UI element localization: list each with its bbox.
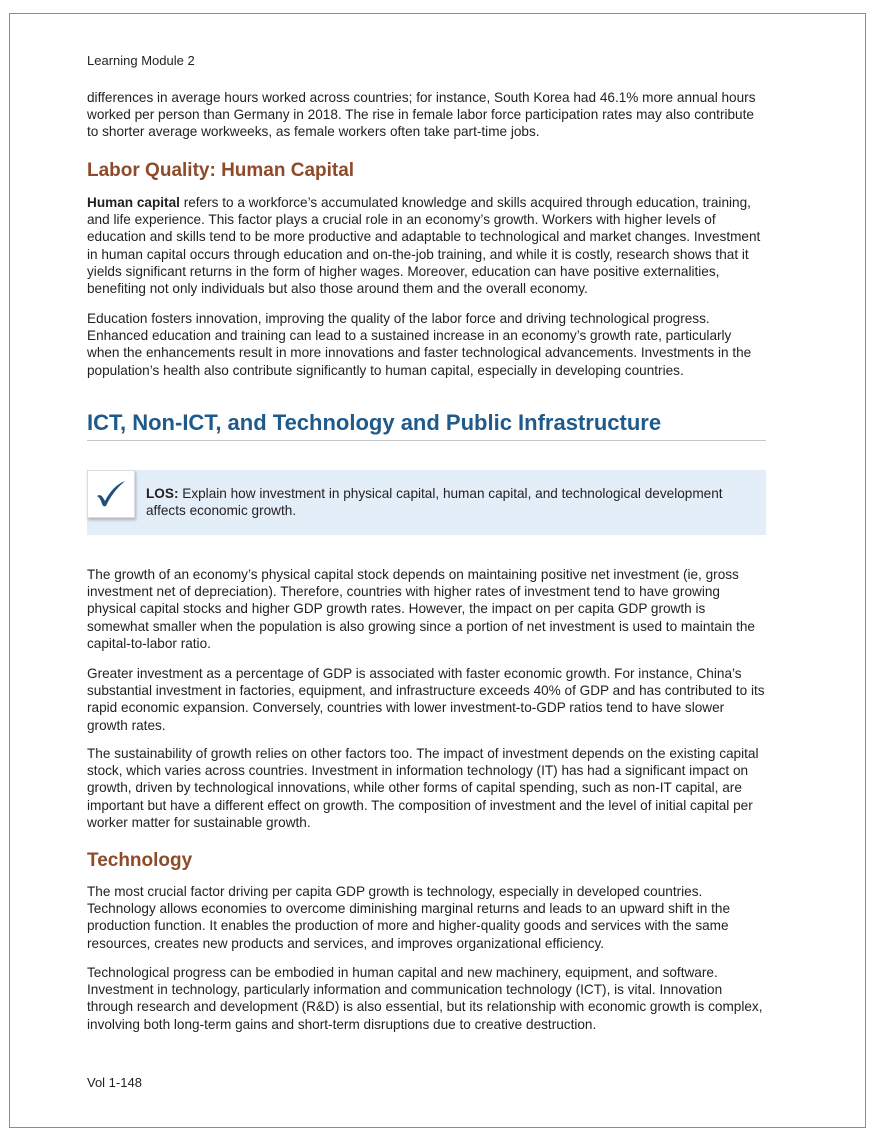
section-heading: ICT, Non-ICT, and Technology and Public Infrastructure [87,410,766,441]
running-header: Learning Module 2 [87,53,195,68]
education-paragraph: Education fosters innovation, improving the quality of the labor force and driving technological progress. Enhanced education and training can lead to a sustained increase in an economy’s growth rate, particularly when the enhancements result in more innovations and faster technological advancements. Investments in the population’s health also contribute significantly to human capital, especially in developing countries. [87,311,752,378]
technology-paragraph-2: Technological progress can be embodied in human capital and new machinery, equipment, and software. Investment in technology, particularly information and communication technology (ICT), is vital. Innovation through research and development (R&D) is also essential, but its relationship with economic growth is complex, involving both long-term gains and short-term disruptions due to creative destruction. [87,965,763,1032]
human-capital-term: Human capital [87,195,180,210]
investment-paragraph-1: The growth of an economy’s physical capital stock depends on maintaining positive net investment (ie, gross investment net of depreciation). Therefore, countries with higher rates of investment tend to have growing physical capital stocks and higher GDP growth rates. However, the impact on per capita GDP growth is somewhat smaller when the population is also growing since a portion of net investment is used to maintain the capital-to-labor ratio. [87,567,755,651]
technology-paragraph-1: The most crucial factor driving per capita GDP growth is technology, especially in developed countries. Technology allows economies to overcome diminishing marginal returns and leads to an upward shift in the production function. It enables the production of more and higher-quality goods and services with the same resources, creates new products and services, and improves organizational efficiency. [87,884,731,951]
human-capital-paragraph [87,194,767,297]
los-box [87,470,766,535]
investment-paragraph-3: The sustainability of growth relies on other factors too. The impact of investment depends on the existing capital stock, which varies across countries. Investment in information technology (IT) has had a significant impact on growth, driven by technological innovations, while other forms of capital spending, such as non-IT capital, are important but have a different effect on growth. The composition of investment and the level of initial capital per worker matter for sustainable growth. [87,746,759,830]
labor-quality-heading: Labor Quality: Human Capital [87,160,355,181]
checkmark-icon [87,470,135,518]
page-number: Vol 1-148 [87,1075,142,1090]
human-capital-definition: refers to a workforce’s accumulated knowledge and skills acquired through education, training, and life experience. This factor plays a crucial role in an economy’s growth. Workers with higher levels of education and skills tend to be more productive and adaptable to technological and market changes. Investment in human capital occurs through education and on-the-job training, and while it is costly, research shows that it yields significant returns in the form of higher wages. Moreover, education can have positive externalities, benefiting not only individuals but also those around them and the overall economy. [87,195,761,297]
los-text: Explain how investment in physical capital, human capital, and technological development affects economic growth. [146,486,723,519]
investment-paragraph-2: Greater investment as a percentage of GDP is associated with faster economic growth. For instance, China’s substantial investment in factories, equipment, and infrastructure exceeds 40% of GDP and has contributed to its rapid economic expansion. Conversely, countries with lower investment-to-GDP ratios tend to have slower growth rates. [87,666,765,733]
technology-heading: Technology [87,850,193,871]
los-label: LOS: [146,486,179,501]
intro-paragraph: differences in average hours worked across countries; for instance, South Korea had 46.1% more annual hours worked per person than Germany in 2018. The rise in female labor force participation rates may also contribute to shorter average workweeks, as female workers often take part-time jobs. [87,90,756,140]
los-statement [146,485,761,519]
